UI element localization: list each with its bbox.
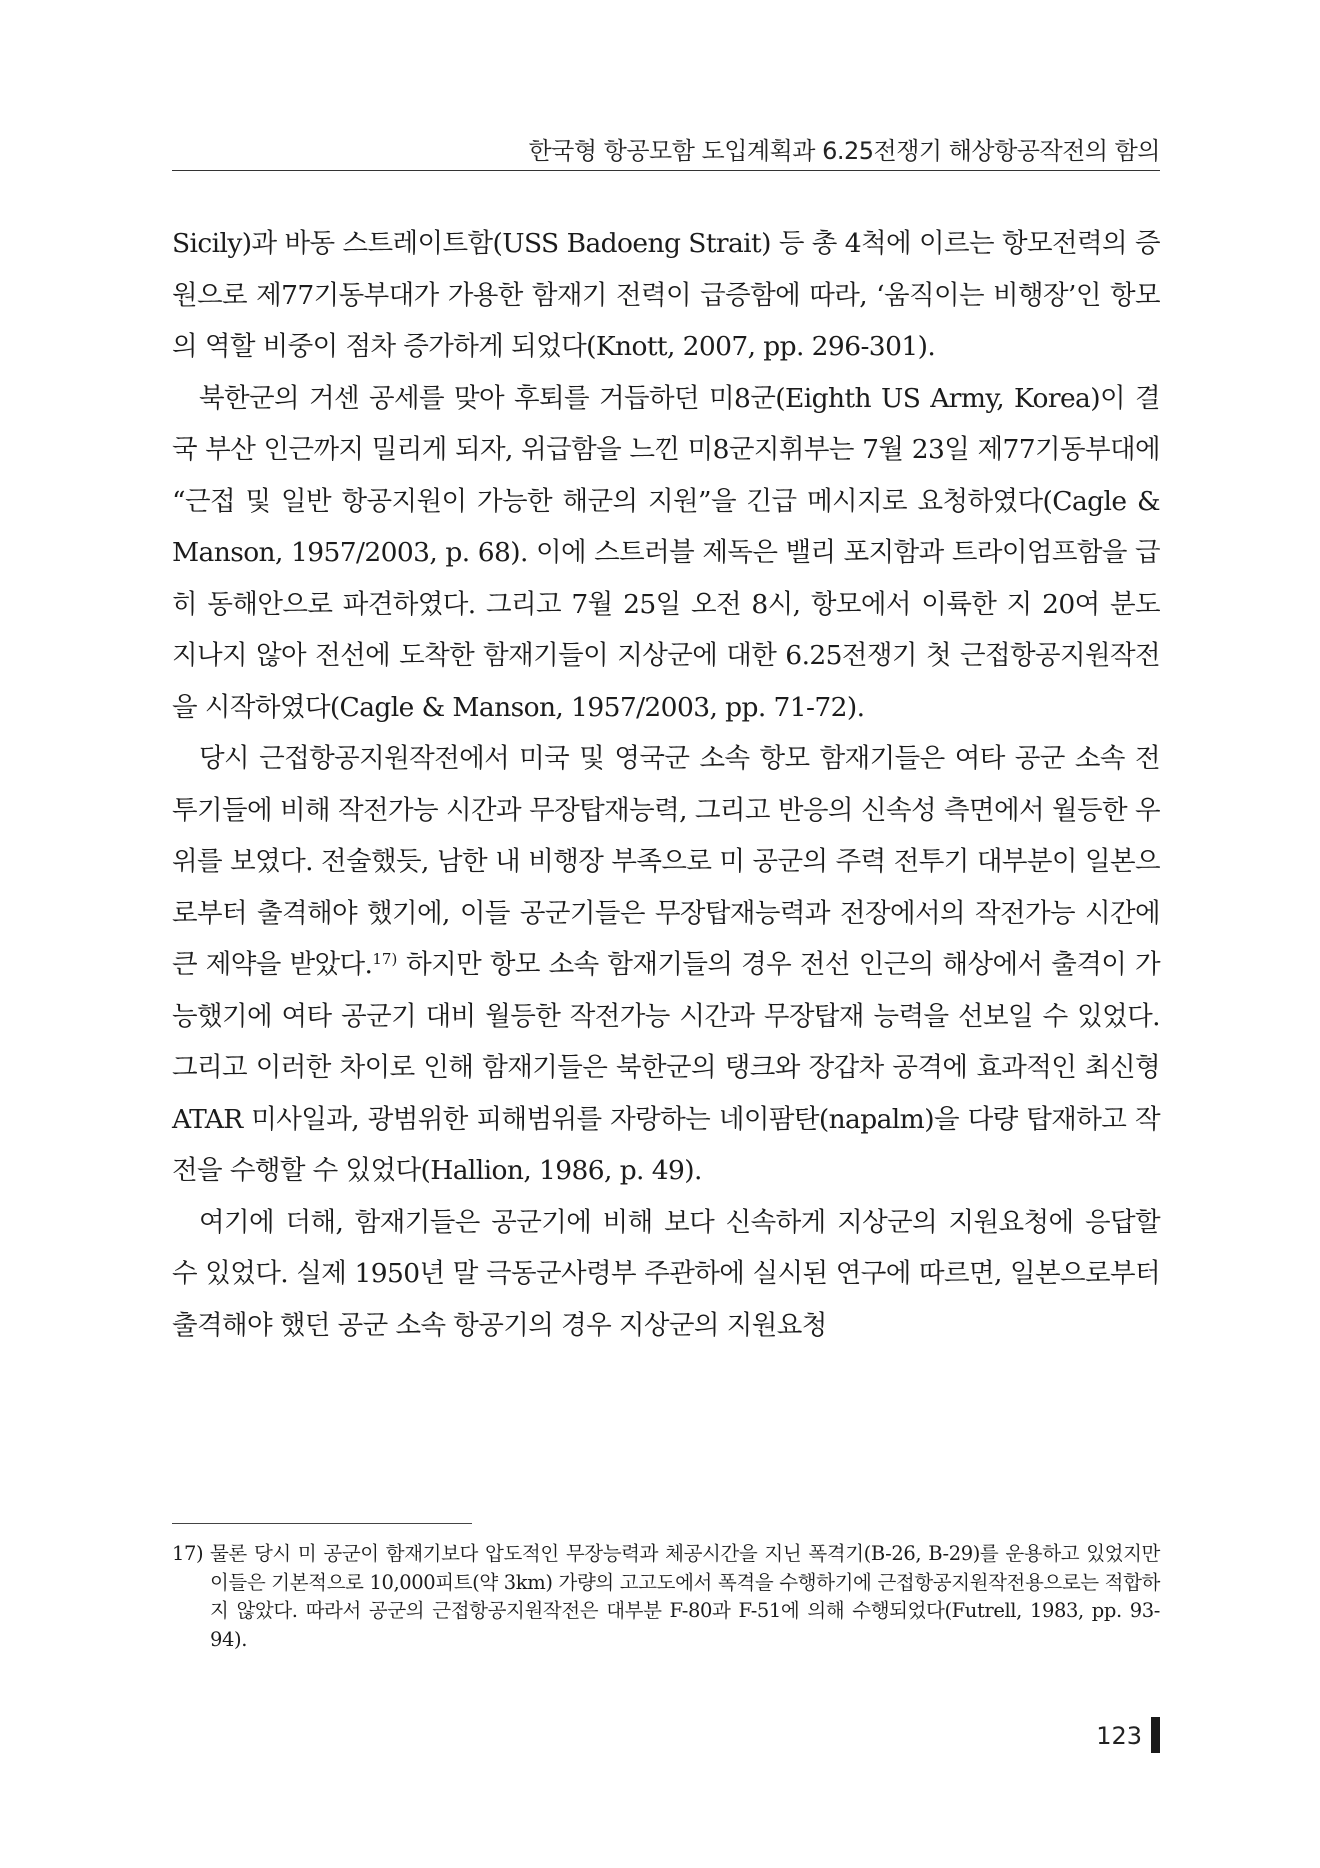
page-number: 123 [1096,1722,1142,1750]
page-number-bar [1151,1717,1160,1753]
footnote-number: 17) [172,1542,204,1565]
header-divider [172,170,1160,171]
paragraph-3-part-2: 하지만 항모 소속 함재기들의 경우 전선 인근의 해상에서 출격이 가능했기에 여타 공군기 대비 월등한 작전가능 시간과 무장탑재 능력을 선보일 수 있었다. 그리고 이러한 차이로 인해 함재기들은 북한군의 탱크와 장갑차 공격에 효과적인 최신형 ATAR 미사일과, 광범위한 피해범위를 자랑하는 네이팜탄(napalm)을 다량 탑재하고 작전을 수행할 수 있었다(Hallion, 1986, p. 49). [172,949,1160,1186]
paragraph-3 [172,733,1160,1197]
paragraph-4: 여기에 더해, 함재기들은 공군기에 비해 보다 신속하게 지상군의 지원요청에 응답할 수 있었다. 실제 1950년 말 극동군사령부 주관하에 실시된 연구에 따르면, 일본으로부터 출격해야 했던 공군 소속 항공기의 경우 지상군의 지원요청 [172,1206,1160,1341]
footnote-ref-17[interactable]: 17) [372,950,398,968]
paragraph-3-part-1: 당시 근접항공지원작전에서 미국 및 영국군 소속 항모 함재기들은 여타 공군 소속 전투기들에 비해 작전가능 시간과 무장탑재능력, 그리고 반응의 신속성 측면에서 월등한 우위를 보였다. 전술했듯, 남한 내 비행장 부족으로 미 공군의 주력 전투기 대부분이 일본으로부터 출격해야 했기에, 이들 공군기들은 무장탑재능력과 전장에서의 작전가능 시간에 큰 제약을 받았다. [172,743,1160,980]
running-header: 한국형 항공모함 도입계획과 6.25전쟁기 해상항공작전의 함의 [528,137,1160,165]
footnote-divider [172,1523,472,1524]
footnote-17 [172,1540,1160,1654]
paragraph-1: Sicily)과 바동 스트레이트함(USS Badoeng Strait) 등 총 4척에 이르는 항모전력의 증원으로 제77기동부대가 가용한 함재기 전력이 급증함에 따라, ‘움직이는 비행장’인 항모의 역할 비중이 점차 증가하게 되었다(Knott, 2007, pp. 296-301). [172,228,1160,362]
paragraph-2: 북한군의 거센 공세를 맞아 후퇴를 거듭하던 미8군(Eighth US Army, Korea)이 결국 부산 인근까지 밀리게 되자, 위급함을 느낀 미8군지휘부는 7월 23일 제77기동부대에 “근접 및 일반 항공지원이 가능한 해군의 지원”을 긴급 메시지로 요청하였다(Cagle & Manson, 1957/2003, p. 68). 이에 스트러블 제독은 밸리 포지함과 트라이엄프함을 급히 동해안으로 파견하였다. 그리고 7월 25일 오전 8시, 항모에서 이륙한 지 20여 분도 지나지 않아 전선에 도착한 함재기들이 지상군에 대한 6.25전쟁기 첫 근접항공지원작전을 시작하였다(Cagle & Manson, 1957/2003, pp. 71-72). [172,382,1160,723]
body-text [172,218,1160,1351]
footnotes [172,1540,1160,1654]
footnote-text: 물론 당시 미 공군이 함재기보다 압도적인 무장능력과 체공시간을 지닌 폭격기(B-26, B-29)를 운용하고 있었지만 이들은 기본적으로 10,000피트(약 3km) 가량의 고고도에서 폭격을 수행하기에 근접항공지원작전용으로는 적합하지 않았다. 따라서 공군의 근접항공지원작전은 대부분 F-80과 F-51에 의해 수행되었다(Futrell, 1983, pp. 93-94). [210,1542,1160,1651]
